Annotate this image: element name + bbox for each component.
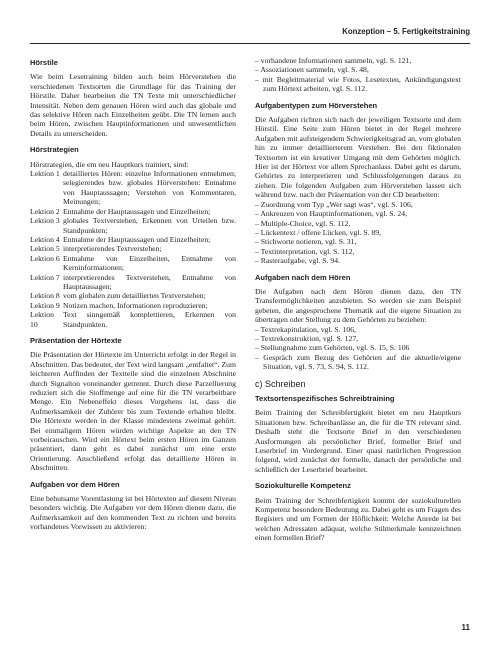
heading-aufgabentypen: Aufgabentypen zum Hörverstehen xyxy=(255,100,378,110)
lektion-text: Notizen machen, Informationen reproduzieren; xyxy=(63,300,208,310)
list-item: – Zuordnung vom Typ „Wer sagt was“, vgl. S. 106, xyxy=(255,199,413,209)
list-item: – Rasteraufgabe, vgl. S. 94. xyxy=(255,256,340,266)
heading-aufgaben-nach: Aufgaben nach dem Hören xyxy=(255,272,351,282)
para-aufgaben-vor: Eine behutsame Vorentlastung ist bei Hörtexten auf diesem Niveau besonders wichtig. Die Aufgaben vor dem Hören dienen dazu, die Aufmerksamkeit auf den kommenden Text zu richten und bereits vorhandenes Vorwissen zu aktivieren: xyxy=(30,494,236,532)
para-praesentation: Die Präsentation der Hörtexte im Unterricht erfolgt in der Regel in Abschnitten. Das bedeutet, der Text wird langsam „entfaltet“. Zum leichteren Auffinden der Textteile sind die einzelnen Abschnitte durch Signalton voneinander getrennt. Durch diese Parzellierung reduziert sich die Stoffmenge auf eine für die TN verarbeitbare Menge. Ein Nebeneffekt dieses Vorgehens ist, dass die Aufmerksamkeit der Zuhörer bis zum Textende erhalten bleibt. Die Hörtexte werden in der Klasse mindestens zweimal gehört. Bei einmaligem Hören würden wichtige Aspekte an den TN vorbeirauschen. Wird ein Hörtext beim ersten Hören im Ganzen präsentiert, dann geht es dabei zunächst um eine erste Orientierung. Anschließend erfolgt das detaillierte Hören in Abschnitten. xyxy=(30,350,236,473)
para-hoerstrategien: Hörstrategien, die em neu Hauptkurs trainiert, sind: xyxy=(30,159,189,169)
lektion-no: Lektion 4 xyxy=(30,234,60,244)
lektion-text: vom globalen zum detaillierten Textverstehen; xyxy=(63,291,206,301)
lektion-no: Lektion 6 xyxy=(30,253,60,263)
para-aufgaben-nach: Die Aufgaben nach dem Hören dienen dazu, den TN Transfermöglichkeiten anzubieten. So werden sie zum Beispiel gebeten, die angesprochene Thematik auf die eigene Situation zu übertragen oder Stellung zu dem Gehörten zu beziehen: xyxy=(255,286,461,325)
heading-hoerstrategien: Hörstrategien xyxy=(30,145,79,155)
lektion-text: Entnahme von Einzelheiten, Entnahme von Kerninformationen; xyxy=(63,253,236,273)
list-item: – Gespräch zum Bezug des Gehörten auf die aktuelle/eigene Situation, vgl. S. 73, S. 94, S. 112. xyxy=(255,352,461,372)
lektion-text: interpretierendes Textverstehen; xyxy=(63,244,162,254)
list-item: – Stellungnahme zum Gehörten, vgl. S. 15, S. 106 xyxy=(255,343,410,353)
list-typen xyxy=(255,200,461,266)
list-item: – Textrekonstruktion, vgl. S. 127, xyxy=(255,333,359,343)
right-column xyxy=(255,56,461,646)
lektion-no: Lektion 5 xyxy=(30,244,60,254)
lektion-no: Lektion 7 xyxy=(30,272,60,282)
heading-soziokulturell: Soziokulturelle Kompetenz xyxy=(255,481,351,491)
left-column xyxy=(30,56,236,646)
lektion-no: Lektion 10 xyxy=(30,310,54,329)
lektion-no: Lektion 8 xyxy=(30,291,60,301)
list-nach xyxy=(255,325,461,372)
heading-hoerstile: Hörstile xyxy=(30,58,58,67)
list-item: – mit Begleitmaterial wie Fotos, Lesetexten, Ankündigungstext zum Hörtext arbeiten, vgl. S. 112. xyxy=(255,74,461,94)
lektion-no: Lektion 9 xyxy=(30,300,60,310)
running-head: Konzeption – 5. Fertigkeitstraining xyxy=(342,27,470,36)
lektion-text: Text sinngemäß komplettieren, Erkennen von Standpunkten. xyxy=(63,310,236,329)
lektion-no: Lektion 1 xyxy=(30,169,60,179)
list-item: – vorhandene Informationen sammeln, vgl. S. 121, xyxy=(255,56,412,65)
para-textsorten: Beim Training der Schreibfertigkeit bietet em neu Hauptkurs Situationen bzw. Schreibanlässe an, die für die TN relevant sind. Deshalb steht die Textsorte Brief in den verschiedenen Ausformungen als persönlicher Brief, formeller Brief und Leserbrief im Vordergrund. Einer quasi natürlichen Progression folgend, wird zunächst der formelle, danach der persönliche und schließlich der Leserbrief bearbeitet. xyxy=(255,408,461,474)
lektion-text: Entnahme der Hauptaussagen und Einzelheiten; xyxy=(63,206,211,216)
lektion-text: Entnahme der Hauptaussagen und Einzelheiten; xyxy=(63,234,211,244)
lektion-no: Lektion 2 xyxy=(30,206,60,216)
para-soziokulturell: Beim Training der Schreibfertigkeit kommt der soziokulturellen Kompetenz besondere Bedeutung zu. Dabei geht es um Fragen des Registers und um Formen der Höflichkeit: Welche Anrede ist bei welchen Adressaten adäquat, welche Stilmerkmale kennzeichnen einen formellen Brief? xyxy=(255,495,461,543)
list-item: – Assoziationen sammeln, vgl. S. 48, xyxy=(255,65,369,75)
list-item: – Lückentext / offene Lücken, vgl. S. 89, xyxy=(255,227,382,237)
heading-praesentation: Präsentation der Hörtexte xyxy=(30,335,122,345)
heading-aufgaben-vor: Aufgaben vor dem Hören xyxy=(30,479,120,489)
list-vor xyxy=(255,56,461,94)
lektion-text: detailliertes Hören: einzelne Informationen entnehmen; selegierendes bzw. globales Hörverstehen: Entnahme von Hauptaussagen; Verstehen von Kommentaren, Meinungen; xyxy=(63,169,236,207)
list-item: – Stichworte notieren, vgl. S. 31, xyxy=(255,237,357,247)
list-item: – Textinterpretation, vgl. S. 112, xyxy=(255,246,355,256)
list-item: – Multiple-Choice, vgl. S. 112, xyxy=(255,218,351,228)
lektion-text: interpretierendes Textverstehen, Entnahme von Hauptaussagen; xyxy=(63,272,236,291)
section-heading-schreiben: c) Schreiben xyxy=(255,378,306,389)
header-rule xyxy=(30,43,470,44)
para-aufgabentypen: Die Aufgaben richten sich nach der jeweiligen Textsorte und dem Hörstil. Eine Seite zum Hören bietet in der Regel mehrere Aufgaben mit aufsteigendem Schwierigkeitsgrad an, vom globalen hin zu immer detaillierterem Verstehen. Bei den fiktionalen Textsorten ist ein kreativer Umgang mit dem Gehörten möglich. Hier ist der Hörtext vor allem Sprechanlass. Dabei geht es darum, Gehörtes zu interpretieren und Schlussfolgerungen daraus zu ziehen. Die folgenden Aufgaben zum Hörverstehen lassen sich während bzw. nach der Präsentation von der CD bearbeiten: xyxy=(255,115,461,200)
para-hoerstile: Wie beim Lesetraining bilden auch beim Hörverstehen die verschiedenen Textsorten die Grundlage für das Training der Hörstile. Daher bearbeiten die TN Texte mit unterschiedlicher Intensität. Neben dem genauen Hören wird auch das globale und das selektive Hören nach Einzelheiten geübt. Die TN lernen auch beim Hören, zwischen Hauptinformationen und unwesentlichen Details zu unterscheiden. xyxy=(30,72,236,138)
lektion-list xyxy=(30,169,236,329)
list-item: – Ankreuzen von Hauptinformationen, vgl. S. 24, xyxy=(255,209,408,219)
heading-textsorten: Textsortenspezifisches Schreibtraining xyxy=(255,394,395,403)
list-item: – Textrekapitulation, vgl. S. 106, xyxy=(255,324,356,334)
lektion-no: Lektion 3 xyxy=(30,216,60,226)
lektion-text: globales Textverstehen, Erkennen von Urteilen bzw. Standpunkten; xyxy=(63,216,236,235)
page-number: 11 xyxy=(461,623,470,632)
